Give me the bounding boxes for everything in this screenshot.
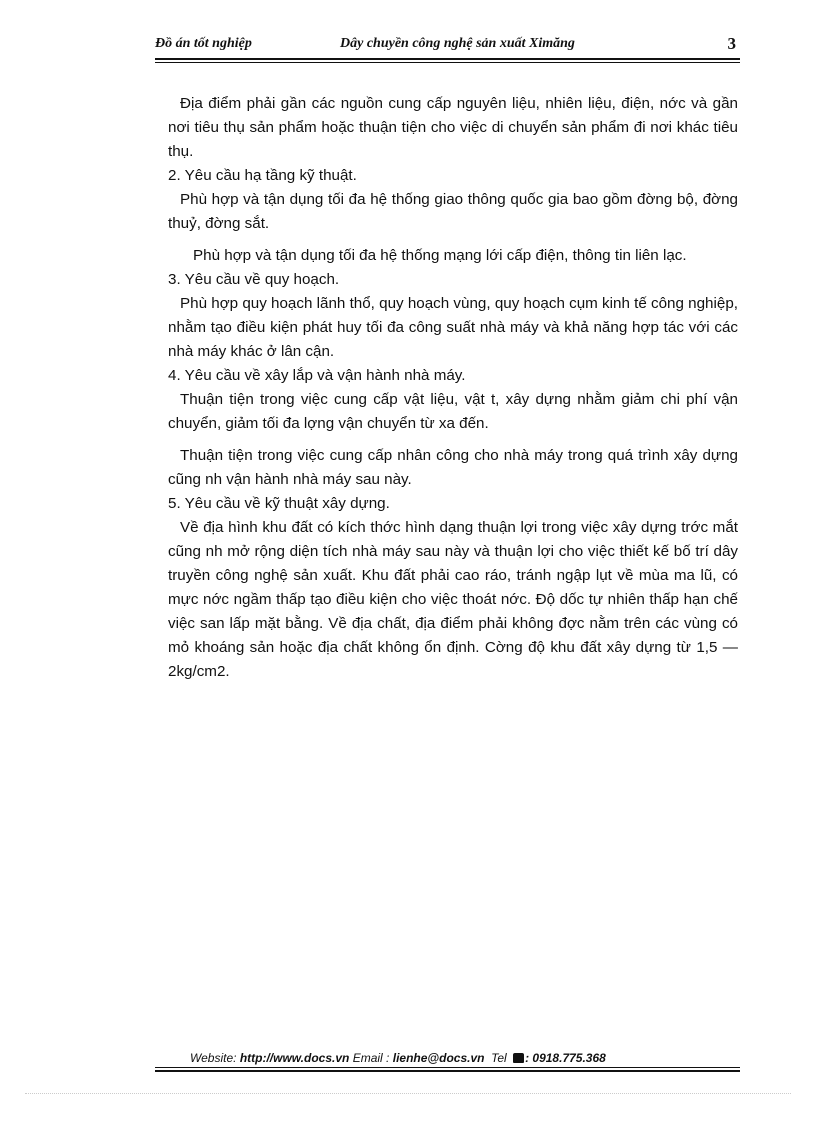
header-rule	[155, 58, 740, 60]
footer-website-label: Website:	[190, 1051, 237, 1065]
document-body	[168, 92, 738, 684]
paragraph-materials: Thuận tiện trong việc cung cấp vật liệu, vật t, xây dựng nhằm giảm chi phí vận chuyển, giảm tối đa lợng vận chuyển từ xa đến.	[168, 391, 738, 432]
paragraph-site: Về địa hình khu đất có kích thớc hình dạng thuận lợi trong việc xây dựng trớc mắt cũng nh mở rộng diện tích nhà máy sau này và thuận lợi cho việc thiết kế bố trí dây truyền công nghệ sản xuất. Khu đất phải cao ráo, tránh ngập lụt về mùa ma lũ, có mực nớc ngầm thấp tạo điều kiện cho việc thoát nớc. Độ dốc tự nhiên thấp hạn chế việc san lấp mặt bằng. Về địa chất, địa điểm phải không đợc nằm trên các vùng có mỏ khoáng sản hoặc địa chất không ổn định. Cờng độ khu đất xây dựng từ 1,5 — 2kg/cm2.	[168, 519, 738, 680]
paragraph-power-network: Phù hợp và tận dụng tối đa hệ thống mạng lới cấp điện, thông tin liên lạc.	[193, 247, 687, 264]
footer-website-link[interactable]: http://www.docs.vn	[239, 1051, 350, 1065]
paragraph-labor: Thuận tiện trong việc cung cấp nhân công cho nhà máy trong quá trình xây dựng cũng nh vận hành nhà máy sau này.	[168, 447, 738, 488]
paragraph-planning: Phù hợp quy hoạch lãnh thổ, quy hoạch vùng, quy hoạch cụm kinh tế công nghiệp, nhằm tạo điều kiện phát huy tối đa công suất nhà máy và khả năng hợp tác với các nhà máy khác ở lân cận.	[168, 295, 738, 360]
page-number: 3	[727, 34, 736, 53]
footer-email-label: Email :	[352, 1051, 390, 1065]
heading-technical: 5. Yêu cầu về kỹ thuật xây dựng.	[168, 495, 390, 512]
footer-email-link[interactable]: lienhe@docs.vn	[392, 1051, 485, 1065]
paragraph-transport: Phù hợp và tận dụng tối đa hệ thống giao thông quốc gia bao gồm đờng bộ, đờng thuỷ, đờng sắt.	[168, 191, 738, 232]
phone-icon	[513, 1053, 524, 1063]
page-footer	[190, 1051, 740, 1067]
paragraph-location: Địa điểm phải gần các nguồn cung cấp nguyên liệu, nhiên liệu, điện, nớc và gần nơi tiêu thụ sản phẩm hoặc thuận tiện cho việc di chuyển sản phẩm đi nơi khác tiêu thụ.	[168, 95, 738, 160]
page-header	[155, 36, 738, 56]
page-break-line	[25, 1093, 791, 1094]
header-thesis-title: Đồ án tốt nghiệp	[155, 36, 252, 51]
footer-tel-label: Tel	[491, 1051, 507, 1065]
header-rule-thin	[155, 62, 740, 63]
footer-rule	[155, 1070, 740, 1072]
heading-construction: 4. Yêu cầu về xây lắp và vận hành nhà máy.	[168, 367, 466, 384]
heading-planning: 3. Yêu cầu về quy hoạch.	[168, 271, 340, 288]
header-document-title: Dây chuyền công nghệ sản xuất Ximăng	[340, 36, 575, 51]
heading-infrastructure: 2. Yêu cầu hạ tầng kỹ thuật.	[168, 167, 357, 184]
footer-phone-number: : 0918.775.368	[525, 1051, 606, 1065]
footer-rule-thin	[155, 1067, 740, 1068]
